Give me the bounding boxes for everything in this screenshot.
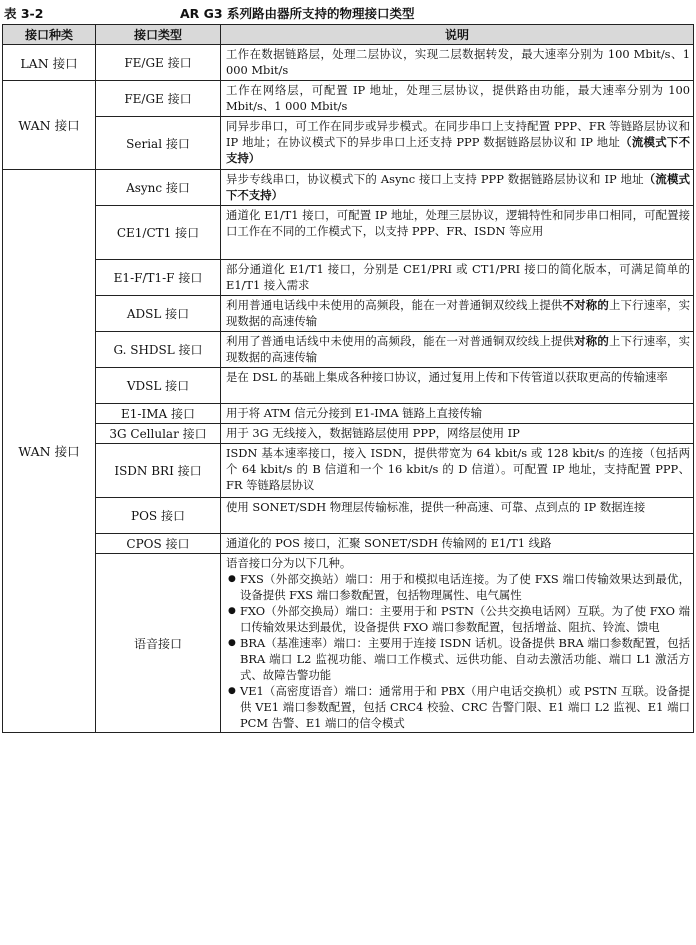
desc-cell: 使用 SONET/SDH 物理层传输标准，提供一种高速、可靠、点到点的 IP 数据连接 [221,498,694,534]
header-type: 接口类型 [96,25,221,45]
desc-cell [221,170,694,206]
type-cell: ADSL 接口 [96,296,221,332]
type-cell: ISDN BRI 接口 [96,444,221,498]
table-row [3,117,694,170]
desc-cell: 工作在网络层，可配置 IP 地址，处理三层协议，提供路由功能，最大速率分别为 100 Mbit/s、1 000 Mbit/s [221,81,694,117]
desc-cell [221,554,694,733]
table-caption [0,2,696,22]
type-cell: POS 接口 [96,498,221,534]
desc-cell: 通道化的 POS 接口，汇聚 SONET/SDH 传输网的 E1/T1 线路 [221,534,694,554]
list-item: ● VE1（高密度语音）端口：通常用于和 PBX（用户电话交换机）或 PSTN 互联。设备提供 VE1 端口参数配置，包括 CRC4 校验、CRC 告警门限、E1 端口 L2 监视、E1 端口 PCM 告警、E1 端口的信令模式 [240,683,690,731]
kind-lan: LAN 接口 [3,45,96,81]
table-row [3,332,694,368]
desc-cell [221,296,694,332]
desc-cell: ISDN 基本速率接口，接入 ISDN，提供带宽为 64 kbit/s 或 128 kbit/s 的连接（包括两个 64 kbit/s 的 B 信道和一个 16 kbit/s 的 D 信道）。可配置 IP 地址，支持配置 PPP、FR 等链路层协议 [221,444,694,498]
table-row [3,534,694,554]
table-row [3,404,694,424]
kind-wan-1: WAN 接口 [3,81,96,170]
desc-bold-note: 对称的 [574,334,609,348]
table-row [3,45,694,81]
type-cell: CPOS 接口 [96,534,221,554]
type-cell: E1-F/T1-F 接口 [96,260,221,296]
header-desc: 说明 [221,25,694,45]
desc-text: 上下行速率，实现数据的高速传输 [226,334,690,364]
table-row [3,206,694,260]
table-row [3,444,694,498]
type-cell: G. SHDSL 接口 [96,332,221,368]
desc-text: 上下行速率，实现数据的高速传输 [226,298,690,328]
desc-cell: 用于 3G 无线接入，数据链路层使用 PPP，网络层使用 IP [221,424,694,444]
type-cell: 语音接口 [96,554,221,733]
desc-cell [221,332,694,368]
desc-cell [221,117,694,170]
desc-bold-note: （流模式下不支持） [226,135,690,165]
desc-text: 利用了普通电话线中未使用的高频段，能在一对普通铜双绞线上提供 [226,334,575,348]
kind-wan-2: WAN 接口 [3,170,96,733]
voice-intro: 语音接口分为以下几种。 [226,556,352,570]
desc-cell: 用于将 ATM 信元分接到 E1-IMA 链路上直接传输 [221,404,694,424]
type-cell: Async 接口 [96,170,221,206]
type-cell: Serial 接口 [96,117,221,170]
desc-bold-note: 不对称的 [562,298,609,312]
header-kind: 接口种类 [3,25,96,45]
table-row [3,554,694,733]
desc-bold-note: （流模式下不支持） [226,172,690,202]
list-item: ● BRA（基准速率）端口：主要用于连接 ISDN 话机。设备提供 BRA 端口参数配置，包括 BRA 端口 L2 监视功能、端口工作模式、远供功能、自动去激活功能、端口 L1 激活方式、故障告警功能 [240,635,690,683]
type-cell: VDSL 接口 [96,368,221,404]
table-row [3,368,694,404]
type-cell: FE/GE 接口 [96,81,221,117]
voice-list [226,571,690,731]
desc-text: 异步专线串口，协议模式下的 Async 接口上支持 PPP 数据链路层协议和 IP 地址 [226,172,644,186]
table-row [3,296,694,332]
header-row [3,25,694,45]
table-row [3,260,694,296]
desc-cell: 工作在数据链路层，处理二层协议，实现二层数据转发，最大速率分别为 100 Mbit/s、1 000 Mbit/s [221,45,694,81]
type-cell: E1-IMA 接口 [96,404,221,424]
desc-cell: 部分通道化 E1/T1 接口，分别是 CE1/PRI 或 CT1/PRI 接口的简化版本，可满足简单的 E1/T1 接入需求 [221,260,694,296]
desc-cell: 通道化 E1/T1 接口，可配置 IP 地址，处理三层协议，逻辑特性和同步串口相同，可配置接口工作在不同的工作模式下，以支持 PPP、FR、ISDN 等应用 [221,206,694,260]
type-cell: 3G Cellular 接口 [96,424,221,444]
table-number: 表 3-2 [4,6,44,21]
type-cell: FE/GE 接口 [96,45,221,81]
table-row [3,498,694,534]
table-row [3,424,694,444]
list-item: ● FXS（外部交换站）端口：用于和模拟电话连接。为了使 FXS 端口传输效果达到最优，设备提供 FXS 端口参数配置，包括物理属性、电气属性 [240,571,690,603]
table-title: AR G3 系列路由器所支持的物理接口类型 [180,6,415,21]
desc-text: 利用普通电话线中未使用的高频段，能在一对普通铜双绞线上提供 [226,298,563,312]
interface-table [2,24,694,733]
desc-cell: 是在 DSL 的基础上集成各种接口协议，通过复用上传和下传管道以获取更高的传输速率 [221,368,694,404]
table-row [3,81,694,117]
type-cell: CE1/CT1 接口 [96,206,221,260]
desc-text: 同异步串口，可工作在同步或异步模式。在同步串口上支持配置 PPP、FR 等链路层协议和 IP 地址；在协议模式下的异步串口上还支持 PPP 数据链路层协议和 IP 地址 [226,119,690,149]
list-item: ● FXO（外部交换局）端口：主要用于和 PSTN（公共交换电话网）互联。为了使 FXO 端口传输效果达到最优，设备提供 FXO 端口参数配置，包括增益、阻抗、铃流、馈电 [240,603,690,635]
table-row [3,170,694,206]
